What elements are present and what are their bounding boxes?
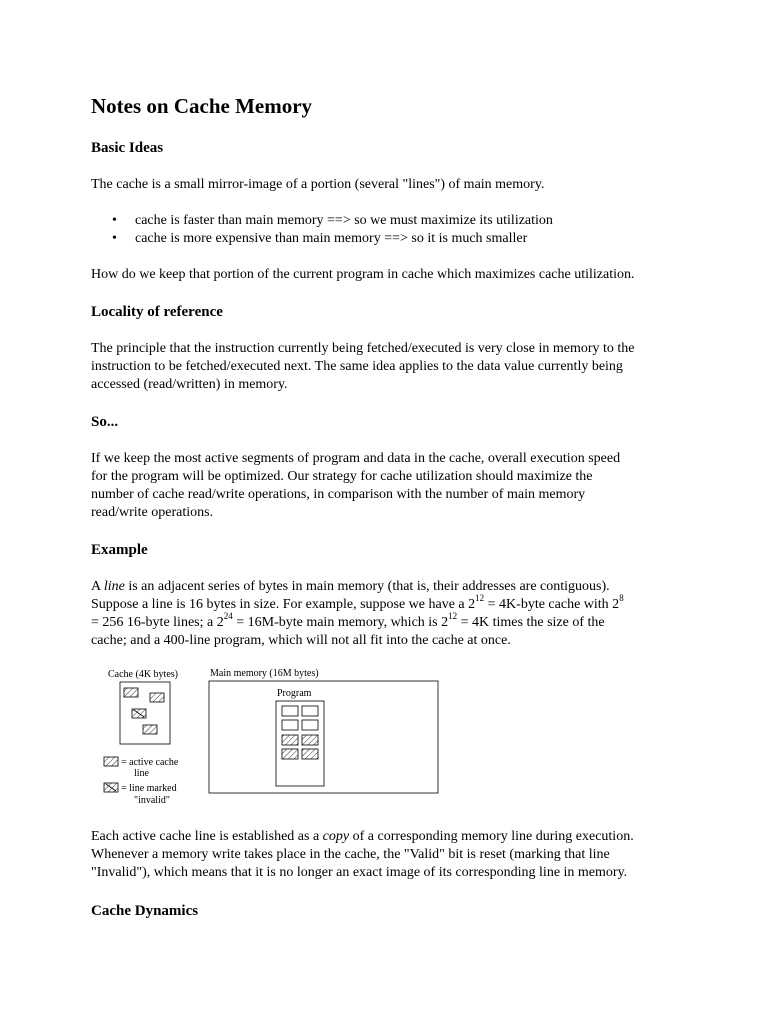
program-line-cached	[282, 749, 298, 759]
basic-ideas-question: How do we keep that portion of the current program in cache which maximizes cache utilization.	[91, 267, 635, 282]
locality-line-1: The principle that the instruction currently being fetched/executed is very close in memory to the	[91, 341, 635, 356]
program-line	[282, 706, 298, 716]
cache-line-active	[124, 688, 138, 697]
heading-basic-ideas: Basic Ideas	[91, 140, 164, 156]
legend-active-text-2: line	[134, 768, 149, 779]
page-title: Notes on Cache Memory	[91, 94, 313, 118]
bullet-item-faster: cache is faster than main memory ==> so we must maximize its utilization	[135, 213, 553, 228]
heading-example: Example	[91, 542, 148, 558]
main-memory-box	[209, 681, 438, 793]
after-figure-line-1: Each active cache line is established as a copy of a corresponding memory line during execution.	[91, 829, 634, 844]
so-line-3: number of cache read/write operations, in comparison with the number of main memory	[91, 487, 586, 502]
program-line	[302, 706, 318, 716]
legend-active-text: = active cache	[121, 757, 179, 768]
so-line-4: read/write operations.	[91, 505, 214, 520]
bullet-marker: •	[112, 213, 117, 228]
example-line-3: = 256 16-byte lines; a $2^{24}$ = 16M-byte main memory, which is $2^{12} = 4K$ times the size of the	[91, 611, 605, 630]
example-line-1: A line is an adjacent series of bytes in main memory (that is, their addresses are contiguous).	[91, 579, 610, 594]
term-line: line	[103, 579, 125, 594]
cache-memory-figure	[100, 664, 445, 809]
example-line-2: Suppose a line is 16 bytes in size. For example, suppose we have a $2^{12}$ = 4K-byte cache with $2^8$	[91, 593, 624, 612]
main-memory-label: Main memory (16M bytes)	[210, 668, 319, 679]
legend-active-swatch	[104, 757, 118, 766]
bullet-marker: •	[112, 231, 117, 246]
program-line-cached	[302, 735, 318, 745]
cache-line-active	[143, 725, 157, 734]
program-line	[282, 720, 298, 730]
basic-ideas-intro: The cache is a small mirror-image of a portion (several "lines") of main memory.	[91, 177, 545, 192]
heading-locality: Locality of reference	[91, 304, 223, 320]
after-figure-line-3: "Invalid"), which means that it is no longer an exact image of its corresponding line in memory.	[91, 865, 628, 880]
legend-invalid-text-2: "invalid"	[134, 795, 170, 806]
program-line-cached	[282, 735, 298, 745]
example-line-4: cache; and a 400-line program, which will not all fit into the cache at once.	[91, 633, 511, 648]
bullet-item-expensive: cache is more expensive than main memory ==> so it is much smaller	[135, 231, 528, 246]
so-line-2: for the program will be optimized. Our strategy for cache utilization should maximize the	[91, 469, 593, 484]
legend-invalid-text: = line marked	[121, 783, 177, 794]
cache-label: Cache (4K bytes)	[108, 669, 178, 680]
so-line-1: If we keep the most active segments of program and data in the cache, overall execution speed	[91, 451, 621, 466]
program-line	[302, 720, 318, 730]
program-line-cached	[302, 749, 318, 759]
heading-cache-dynamics: Cache Dynamics	[91, 903, 199, 919]
cache-line-active	[150, 693, 164, 702]
after-figure-line-2: Whenever a memory write takes place in the cache, the "Valid" bit is reset (marking that line	[91, 847, 610, 862]
locality-line-3: accessed (read/written) in memory.	[91, 377, 288, 392]
term-copy: copy	[322, 829, 350, 844]
program-label: Program	[277, 688, 312, 699]
heading-so: So...	[91, 414, 119, 430]
locality-line-2: instruction to be fetched/executed next. The same idea applies to the data value currently being	[91, 359, 623, 374]
